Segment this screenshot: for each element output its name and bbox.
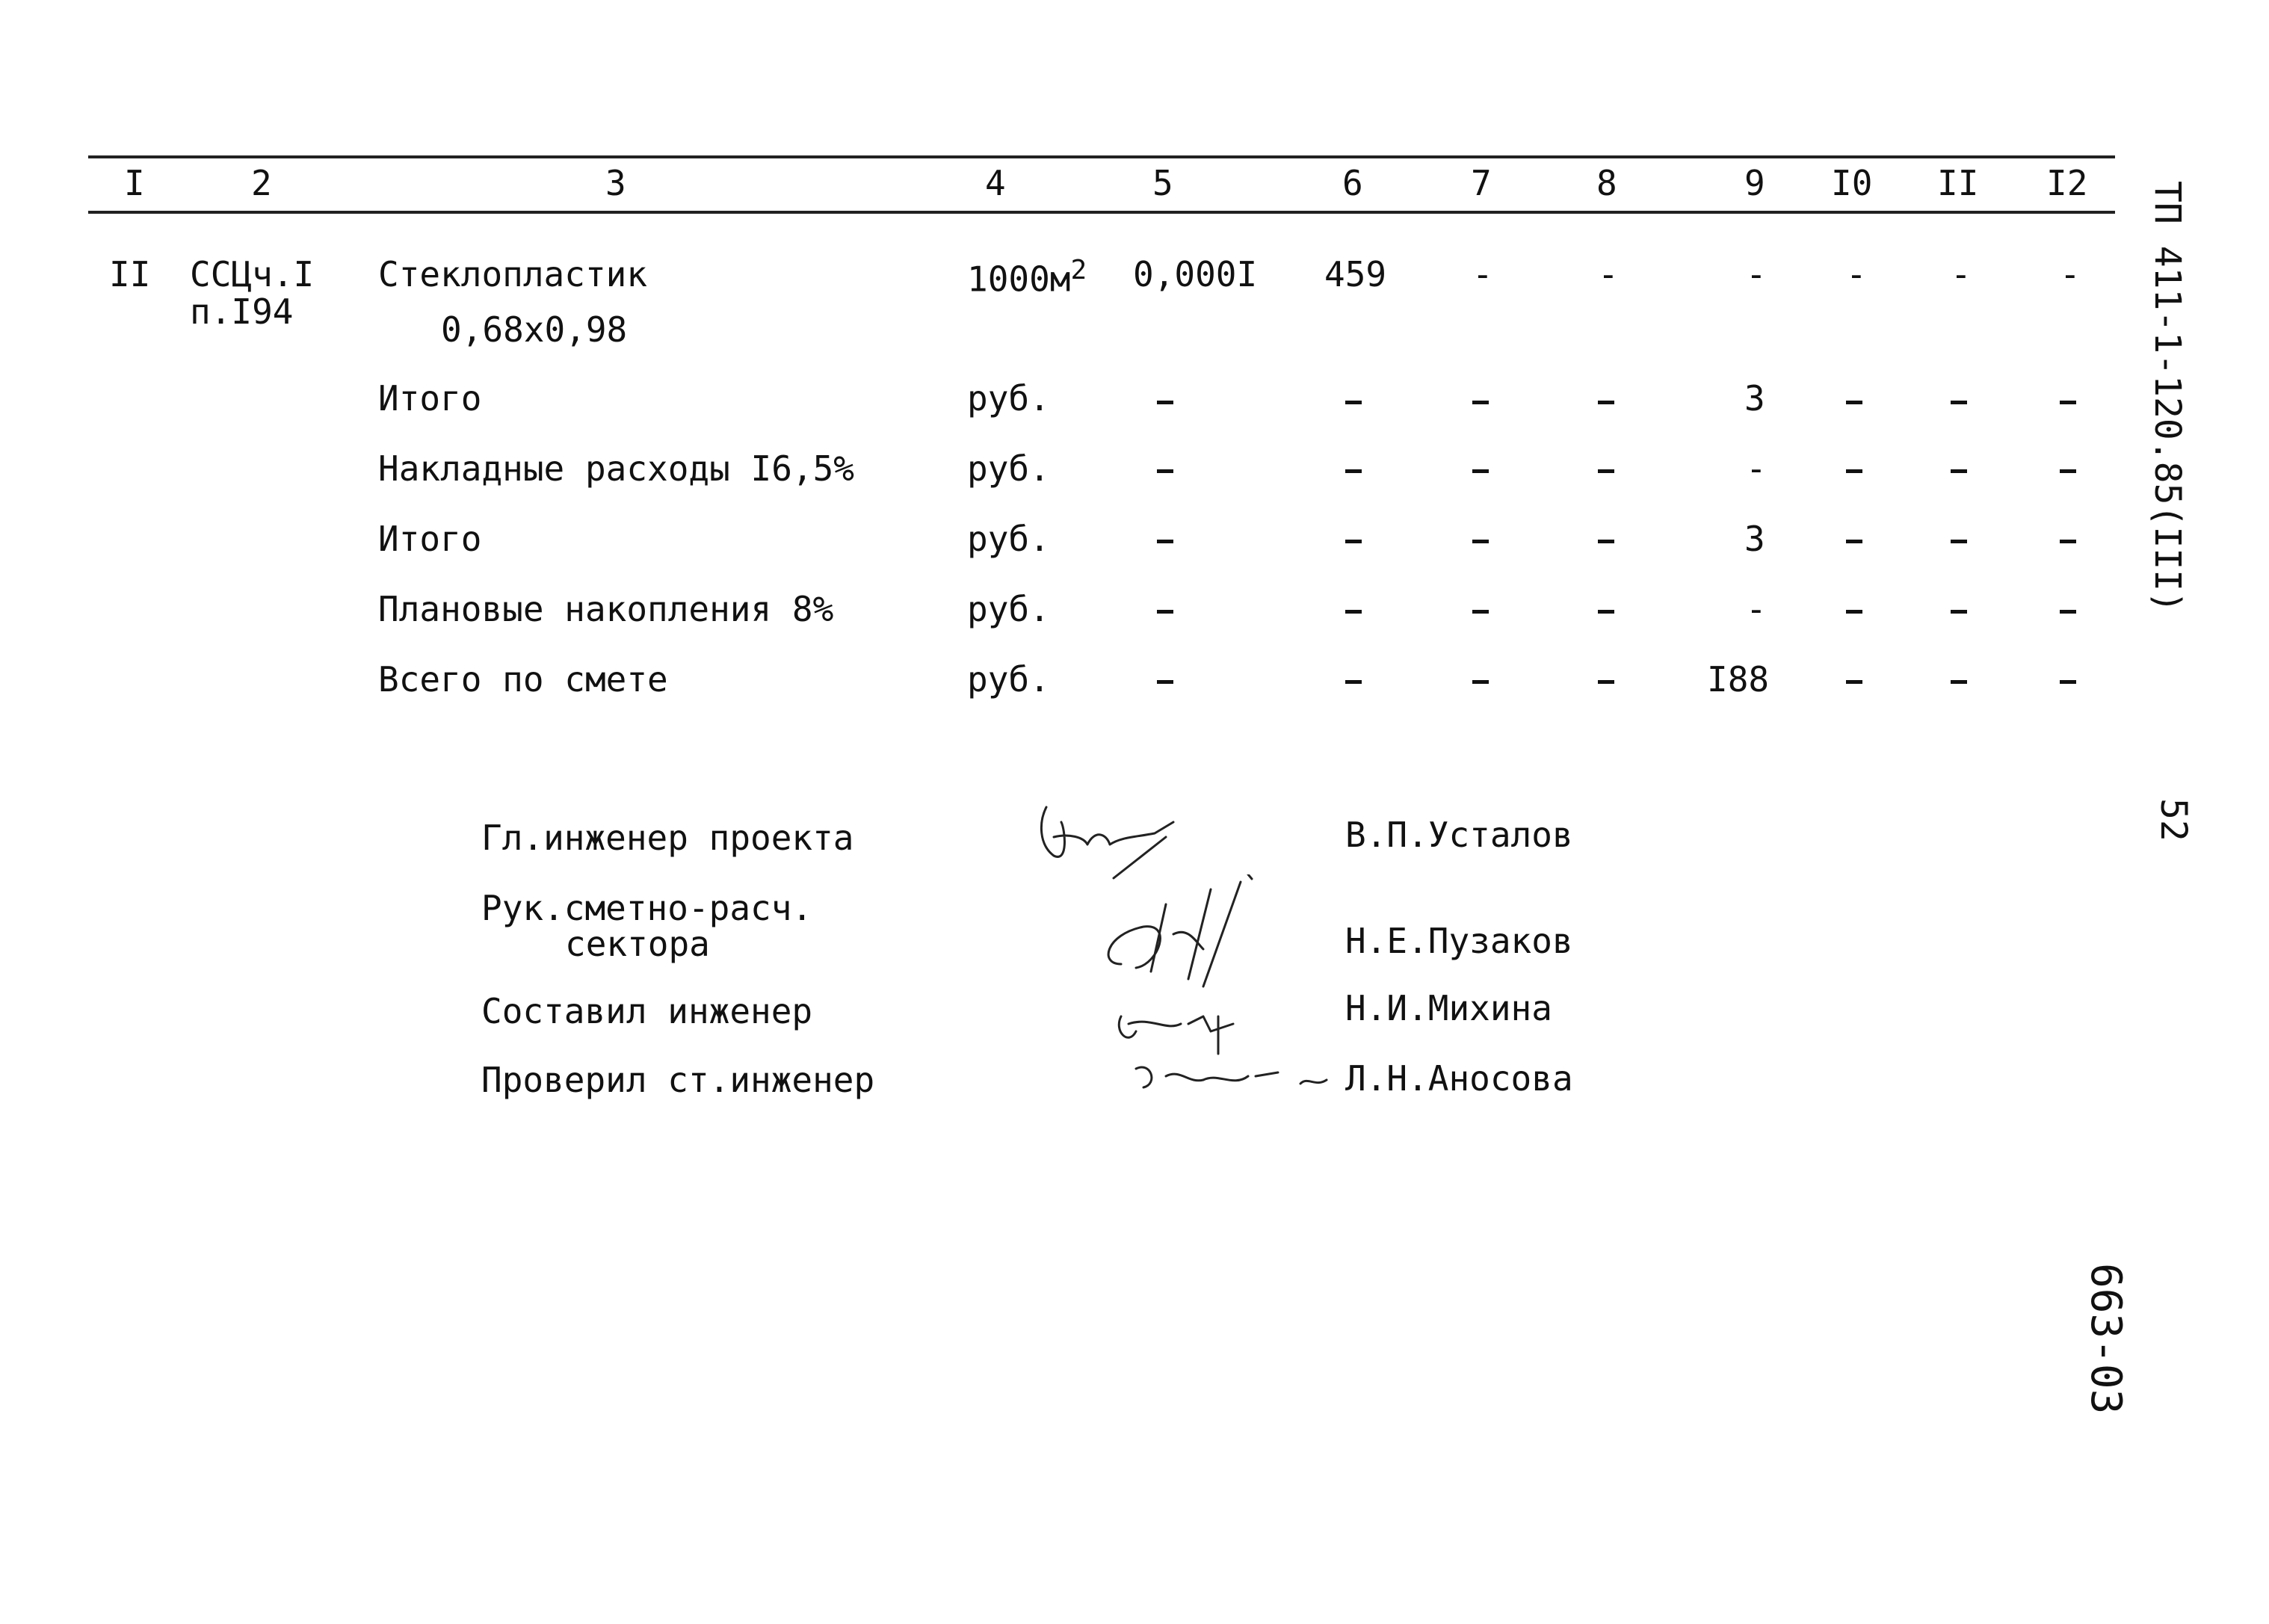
handwritten-signature-puzakov: [1091, 874, 1300, 994]
row-unit: руб.: [967, 448, 1050, 489]
empty-cell-dash: [1157, 469, 1173, 473]
col-header-9: 9: [1744, 163, 1765, 203]
empty-cell-dash: [2060, 680, 2076, 684]
empty-cell-dash: [1157, 401, 1173, 404]
empty-cell-dash: [1951, 401, 1967, 404]
empty-cell-dash: [1345, 401, 1362, 404]
col-header-2: 2: [251, 163, 272, 203]
empty-cell-dash: [2060, 401, 2076, 404]
item-name: Стеклопластик: [378, 254, 648, 294]
page-number-margin: 52: [2152, 798, 2194, 842]
item-col6: 459: [1324, 254, 1387, 294]
row-col9: -: [1746, 448, 1767, 489]
item-number: II: [109, 254, 151, 294]
empty-cell-dash: [2060, 610, 2076, 614]
col-header-7: 7: [1471, 163, 1492, 203]
item-col5: 0,000I: [1133, 254, 1258, 294]
item-size: 0,68х0,98: [441, 309, 628, 350]
col-header-12: I2: [2046, 163, 2088, 203]
item-col11: -: [1951, 254, 1972, 294]
row-label: Плановые накопления 8%: [378, 589, 834, 629]
empty-cell-dash: [1598, 610, 1614, 614]
empty-cell-dash: [1951, 540, 1967, 543]
empty-cell-dash: [1472, 540, 1489, 543]
signature-name: Н.Е.Пузаков: [1345, 921, 1573, 961]
empty-cell-dash: [1345, 540, 1362, 543]
empty-cell-dash: [1951, 610, 1967, 614]
empty-cell-dash: [1951, 680, 1967, 684]
empty-cell-dash: [1345, 680, 1362, 684]
row-label: Накладные расходы I6,5%: [378, 448, 854, 489]
empty-cell-dash: [1598, 469, 1614, 473]
signature-role: Проверил ст.инженер: [481, 1060, 875, 1100]
col-header-5: 5: [1152, 163, 1173, 203]
row-col9: I88: [1707, 659, 1770, 700]
col-header-6: 6: [1342, 163, 1363, 203]
empty-cell-dash: [1951, 469, 1967, 473]
empty-cell-dash: [2060, 469, 2076, 473]
col-header-1: I: [124, 163, 145, 203]
item-unit: [967, 255, 1087, 300]
handwritten-signature-mikhina: [1106, 1001, 1256, 1061]
row-unit: руб.: [967, 519, 1050, 559]
item-code-point: п.I94: [190, 291, 294, 332]
empty-cell-dash: [1472, 401, 1489, 404]
signature-name: В.П.Усталов: [1345, 815, 1573, 855]
col-header-10: I0: [1831, 163, 1873, 203]
empty-cell-dash: [1157, 610, 1173, 614]
item-unit-exponent: 2: [1070, 255, 1087, 285]
item-col9: -: [1746, 254, 1767, 294]
empty-cell-dash: [1598, 401, 1614, 404]
empty-cell-dash: [1472, 680, 1489, 684]
row-col9: 3: [1744, 519, 1765, 559]
empty-cell-dash: [2060, 540, 2076, 543]
signature-role: Рук.сметно-расч.: [481, 888, 813, 928]
empty-cell-dash: [1345, 610, 1362, 614]
col-header-8: 8: [1596, 163, 1617, 203]
item-col8: -: [1598, 254, 1619, 294]
row-col9: -: [1746, 589, 1767, 629]
row-unit: руб.: [967, 589, 1050, 629]
item-code: ССЦч.I: [190, 254, 315, 294]
row-label: Итого: [378, 519, 482, 559]
empty-cell-dash: [1472, 610, 1489, 614]
row-label: Итого: [378, 378, 482, 419]
signature-role-cont: сектора: [565, 924, 710, 964]
document-code-margin: ТП 411-1-120.85(III): [2146, 181, 2188, 613]
table-header-rule: [88, 211, 2115, 214]
empty-cell-dash: [1846, 610, 1862, 614]
empty-cell-dash: [1846, 540, 1862, 543]
item-unit-value: 1000м: [967, 259, 1071, 300]
sheet-code-margin: 663-03: [2081, 1263, 2130, 1415]
signature-role: Составил инженер: [481, 991, 813, 1031]
empty-cell-dash: [1472, 469, 1489, 473]
signature-name: Л.Н.Аносова: [1345, 1058, 1573, 1099]
item-col7: -: [1472, 254, 1493, 294]
item-col10: -: [1846, 254, 1867, 294]
empty-cell-dash: [1846, 680, 1862, 684]
signature-name: Н.И.Михина: [1345, 988, 1552, 1028]
empty-cell-dash: [1157, 540, 1173, 543]
handwritten-signature-ustalov: [1024, 792, 1196, 882]
empty-cell-dash: [1846, 401, 1862, 404]
col-header-3: 3: [605, 163, 626, 203]
empty-cell-dash: [1157, 680, 1173, 684]
row-unit: руб.: [967, 378, 1050, 419]
row-unit: руб.: [967, 659, 1050, 700]
empty-cell-dash: [1846, 469, 1862, 473]
table-top-rule: [88, 155, 2115, 158]
empty-cell-dash: [1345, 469, 1362, 473]
signature-role: Гл.инженер проекта: [481, 818, 854, 858]
empty-cell-dash: [1598, 680, 1614, 684]
empty-cell-dash: [1598, 540, 1614, 543]
row-label: Всего по смете: [378, 659, 668, 700]
row-col9: 3: [1744, 378, 1765, 419]
item-col12: -: [2060, 254, 2081, 294]
handwritten-signature-anosova: [1121, 1054, 1330, 1099]
col-header-11: II: [1937, 163, 1979, 203]
col-header-4: 4: [985, 163, 1006, 203]
